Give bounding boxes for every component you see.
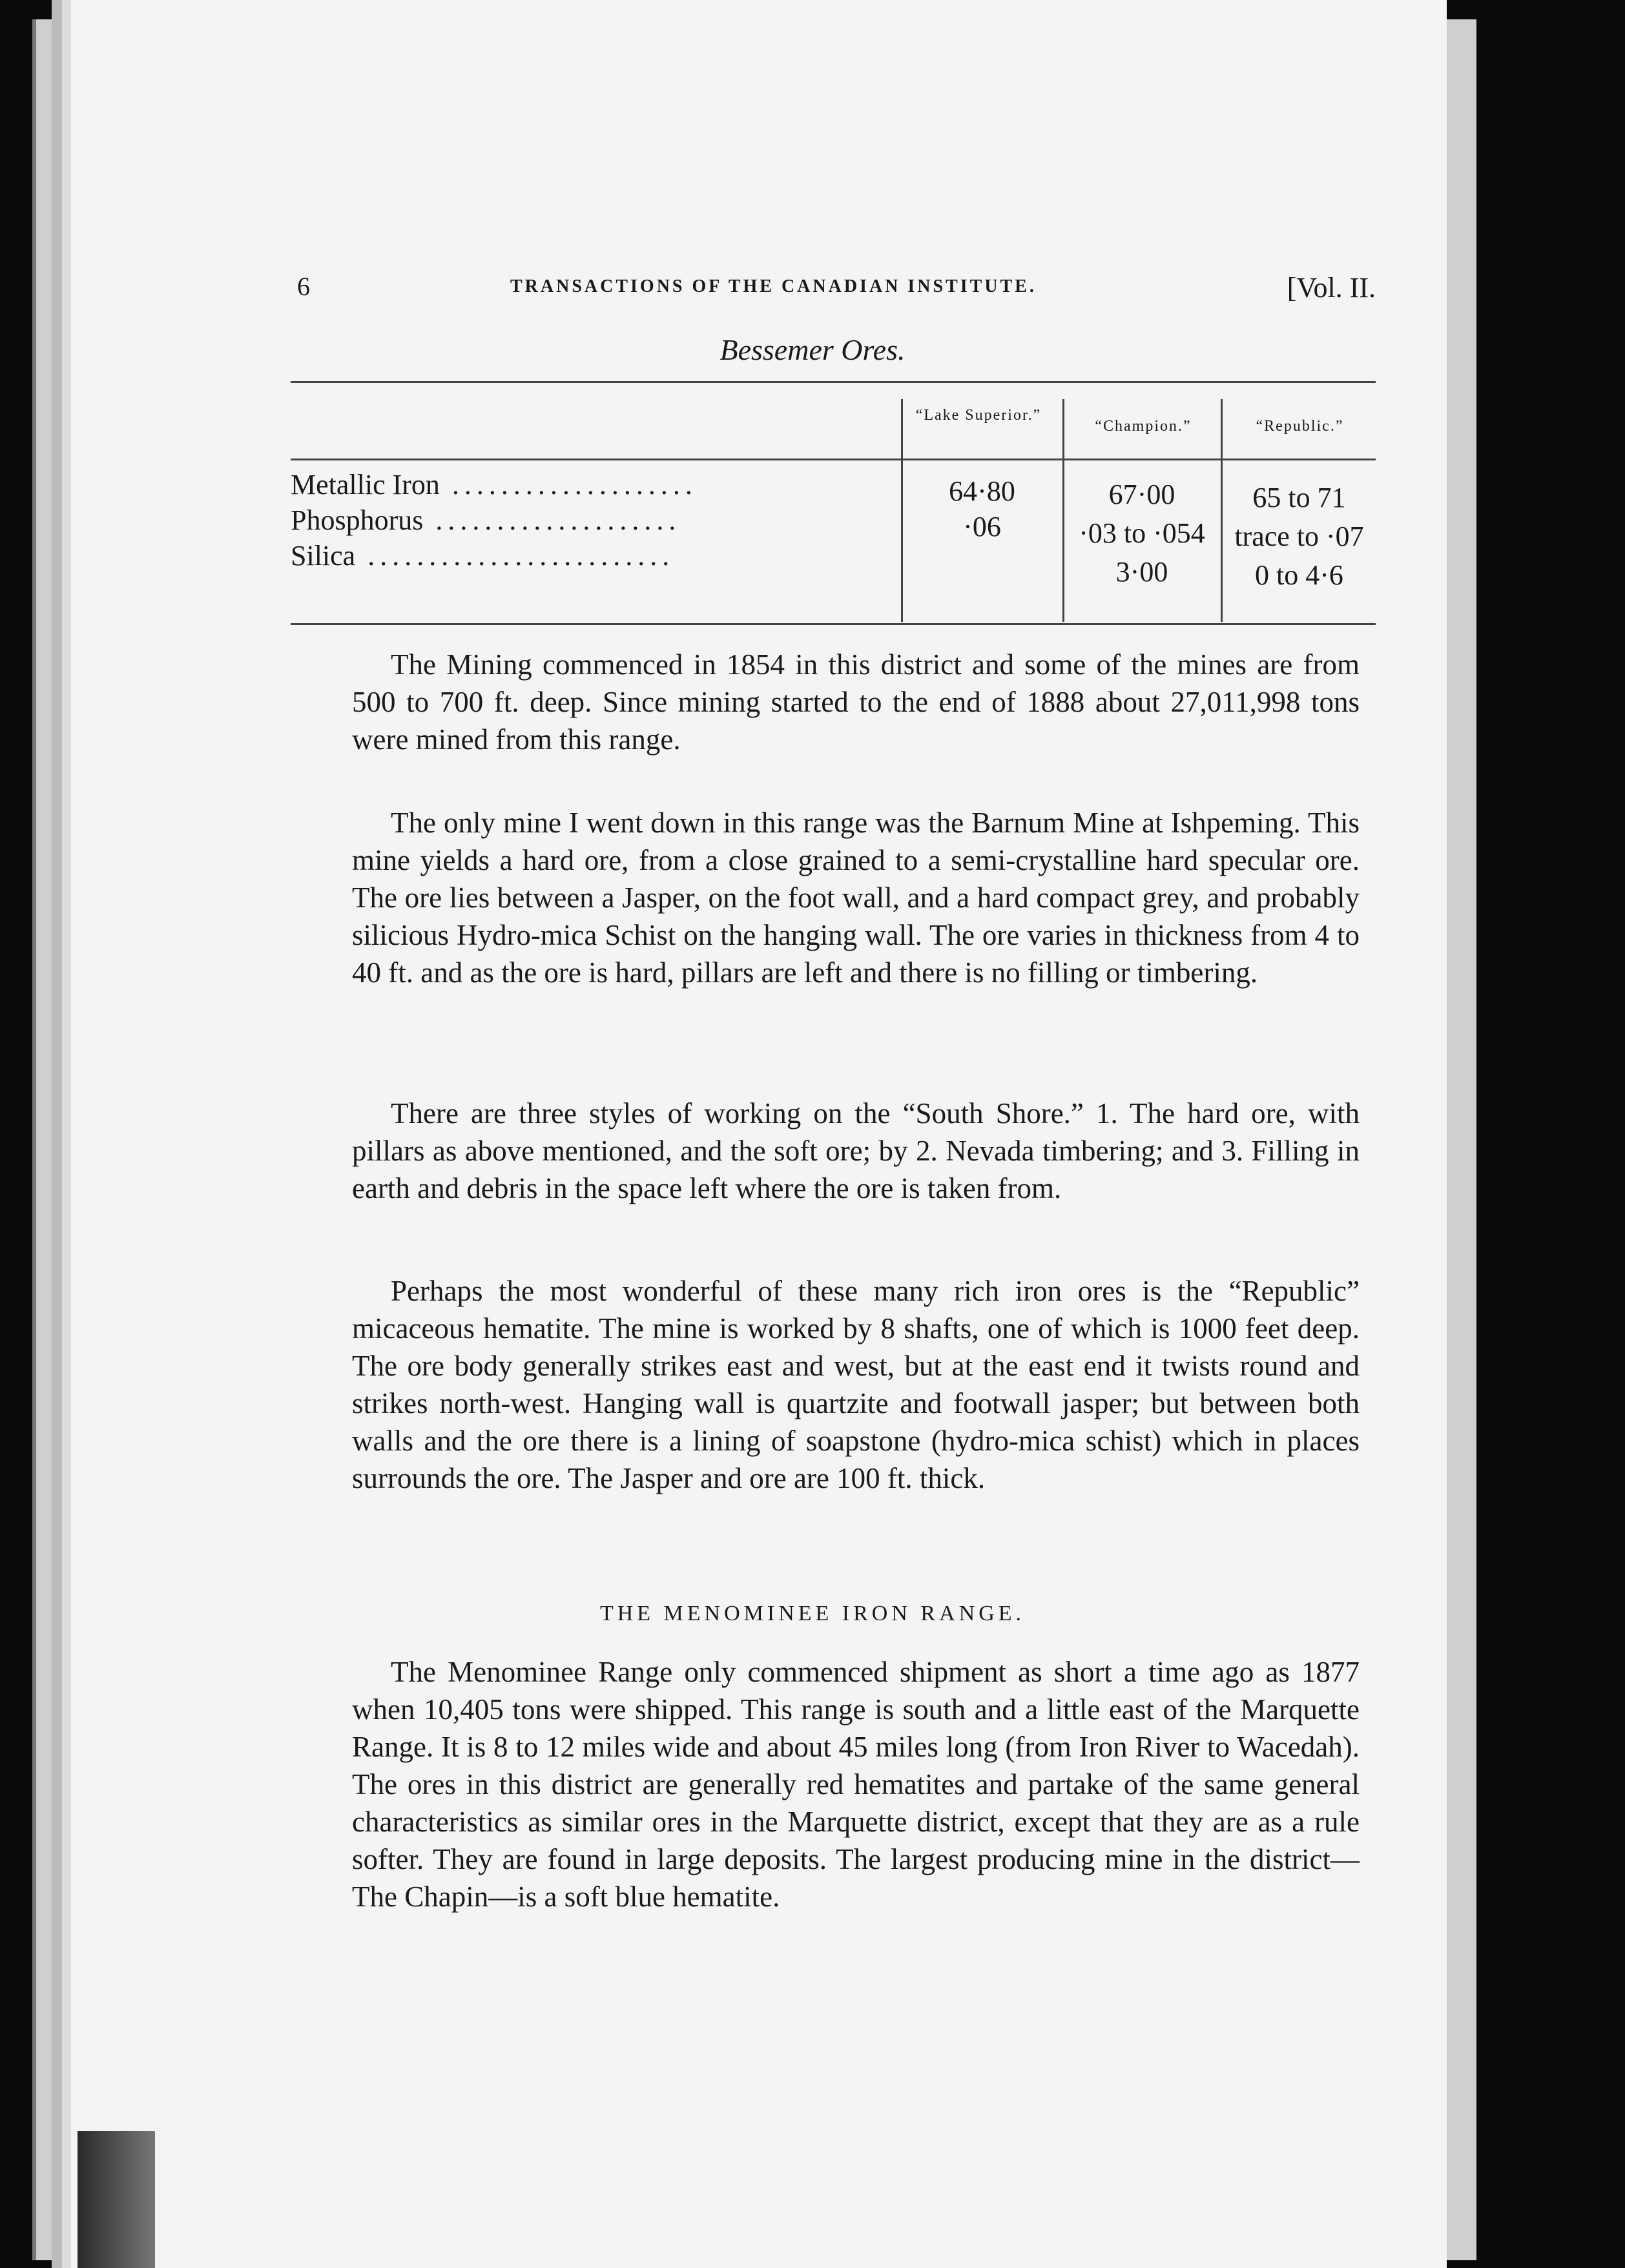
row-label-metallic-iron — [291, 468, 698, 501]
paragraph-text: The Menominee Range only commenced shipment as short a time ago as 1877 when 10,405 tons were shipped. This range is south and a little east of the Marquette Range. It is 8 to 12 miles wide and about 45 miles long (from Iron River to Wacedah). The ores in this district are generally red hematites and partake of the same general characteristics as similar ores in the Marquette district, except that they are as a rule softer. They are found in large deposits. The largest producing mine in the district—The Chapin—is a soft blue hematite. — [352, 1656, 1360, 1913]
column-header-champion: “Champion.” — [1095, 418, 1192, 435]
paragraph-menominee-range — [352, 1653, 1360, 1915]
table-cell: 65 to 71 — [1252, 482, 1346, 513]
row-label-text: Metallic Iron — [291, 469, 440, 500]
page-number: 6 — [297, 272, 310, 301]
paragraph-text: The only mine I went down in this range was the Barnum Mine at Ishpeming. This mine yields a hard ore, from a close grained to a semi-crystalline hard specular ore. The ore lies between a Jasper, on the foot wall, and a hard compact grey, and probably silicious Hydro-mica Schist on the hanging wall. The ore varies in thickness from 4 to 40 ft. and as the ore is hard, pillars are left and there is no filling or timbering. — [352, 807, 1360, 989]
table-cell: ·06 — [963, 511, 1001, 542]
paragraph-barnum-mine — [352, 804, 1360, 991]
table-cell: 64·80 — [949, 475, 1015, 507]
table-header-rule — [291, 459, 1376, 460]
table-cell: 0 to 4·6 — [1255, 559, 1343, 591]
row-label-text: Phosphorus — [291, 504, 424, 536]
volume-label: [Vol. II. — [1287, 272, 1376, 304]
leader-dots: .................... — [439, 469, 698, 500]
paragraph-republic-hematite — [352, 1272, 1360, 1497]
section-heading: THE MENOMINEE IRON RANGE. — [599, 1602, 1026, 1625]
table-bottom-rule — [291, 623, 1376, 625]
row-label-text: Silica — [291, 540, 356, 572]
paragraph-working-styles — [352, 1095, 1360, 1207]
column-header-lake-superior: “Lake Superior.” — [915, 407, 1042, 424]
paragraph-text: Perhaps the most wonderful of these many rich iron ores is the “Republic” micaceous hematite. The mine is worked by 8 shafts, one of which is 1000 feet deep. The ore body generally strikes east and west, but at the east end it twists round and strikes north-west. Hanging wall is quartzite and footwall jasper; but between both walls and the ore there is a lining of soapstone (hydro-mica schist) which in places surrounds the ore. The Jasper and ore are 100 ft. thick. — [352, 1275, 1360, 1494]
row-label-silica — [291, 539, 674, 572]
table-title: Bessemer Ores. — [719, 333, 906, 366]
paragraph-mining-history — [352, 646, 1360, 758]
column-header-republic: “Republic.” — [1256, 418, 1344, 435]
table-cell: ·03 to ·054 — [1079, 517, 1205, 549]
paragraph-text: The Mining commenced in 1854 in this district and some of the mines are from 500 to 700 ft. deep. Since mining started to the end of 1888 about 27,011,998 tons were mined from this range. — [352, 648, 1360, 756]
row-label-phosphorus — [291, 504, 681, 537]
table-cell: trace to ·07 — [1234, 521, 1364, 552]
ore-table — [291, 381, 1376, 626]
table-cell: 67·00 — [1108, 479, 1175, 510]
page-header — [297, 271, 1376, 310]
table-cell: 3·00 — [1115, 556, 1168, 588]
table-top-rule — [291, 381, 1376, 383]
leader-dots: ......................... — [355, 540, 675, 572]
running-title: TRANSACTIONS OF THE CANADIAN INSTITUTE. — [510, 276, 1037, 296]
leader-dots: .................... — [423, 504, 681, 536]
paragraph-text: There are three styles of working on the “South Shore.” 1. The hard ore, with pillars as above mentioned, and the soft ore; by 2. Nevada timbering; and 3. Filling in earth and debris in the space left where the ore is taken from. — [352, 1097, 1360, 1204]
